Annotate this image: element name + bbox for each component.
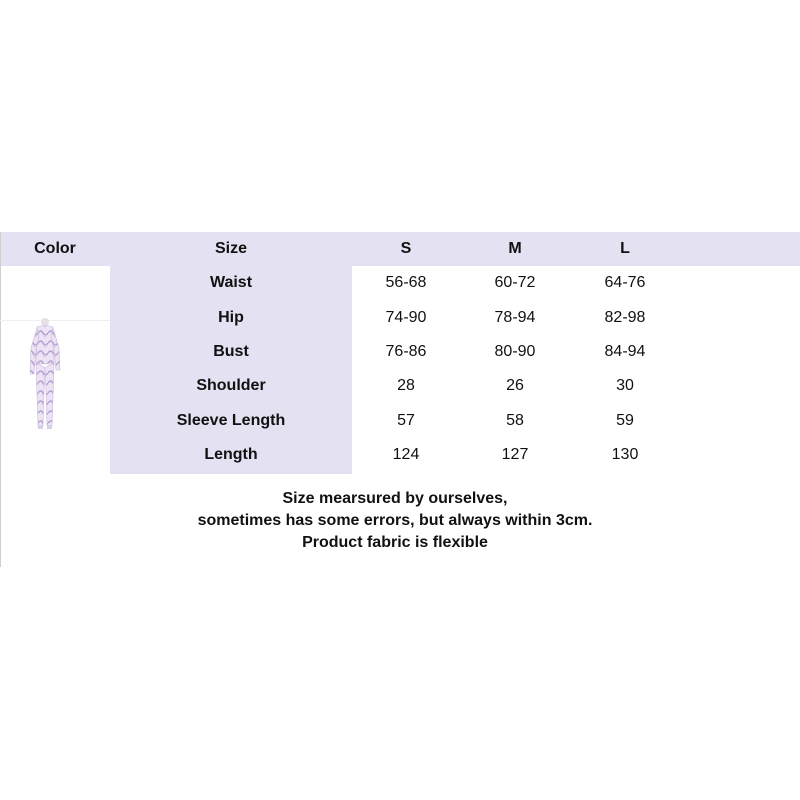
table-cell: 64-76: [604, 274, 646, 291]
header-size-m: M: [508, 240, 522, 257]
row-label-bust: Bust: [213, 343, 249, 360]
note-line: Size mearsured by ourselves,: [282, 490, 508, 507]
header-size: Size: [214, 240, 247, 257]
table-cell: 58: [506, 412, 524, 429]
table-cell: 56-68: [385, 274, 427, 291]
table-cell: 59: [616, 412, 634, 429]
size-note: [0, 488, 790, 554]
table-cell: 78-94: [494, 309, 536, 326]
row-label-shoulder: Shoulder: [196, 377, 266, 394]
table-cell: 76-86: [385, 343, 427, 360]
jumpsuit-thumbnail-icon: [28, 318, 62, 430]
header-size-l: L: [620, 240, 630, 257]
table-cell: 74-90: [385, 309, 427, 326]
table-cell: 130: [611, 446, 639, 463]
table-cell: 84-94: [604, 343, 646, 360]
table-cell: 124: [392, 446, 420, 463]
table-cell: 82-98: [604, 309, 646, 326]
note-line: Product fabric is flexible: [302, 534, 488, 551]
header-color: Color: [34, 240, 76, 257]
table-cell: 28: [397, 377, 415, 394]
row-label-hip: Hip: [218, 309, 244, 326]
table-cell: 57: [397, 412, 415, 429]
table-cell: 26: [506, 377, 524, 394]
table-cell: 30: [616, 377, 634, 394]
row-label-sleeve-length: Sleeve Length: [176, 412, 286, 429]
note-line: sometimes has some errors, but always within 3cm.: [197, 512, 593, 529]
table-cell: 80-90: [494, 343, 536, 360]
table-cell: 127: [501, 446, 529, 463]
table-cell: 60-72: [494, 274, 536, 291]
header-size-s: S: [400, 240, 412, 257]
row-label-waist: Waist: [209, 274, 253, 291]
row-label-length: Length: [204, 446, 258, 463]
